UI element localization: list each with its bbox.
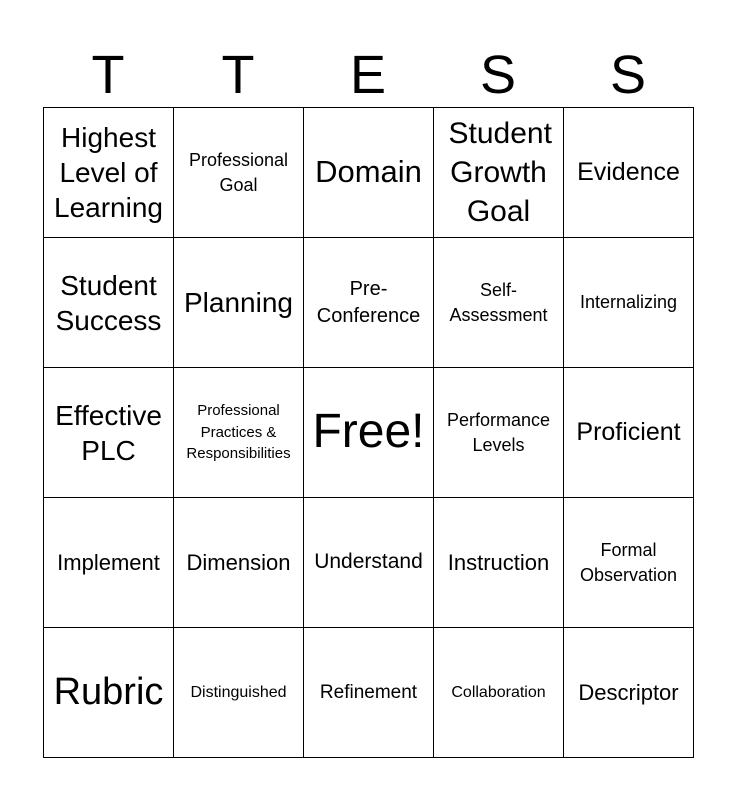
cell-label: Student Growth Goal xyxy=(448,117,552,228)
cell-label: Implement xyxy=(57,549,160,575)
bingo-cell[interactable] xyxy=(304,238,434,368)
bingo-cell[interactable] xyxy=(434,628,564,758)
cell-label: Professional Goal xyxy=(188,150,289,195)
cell-label: Distinguished xyxy=(190,683,287,701)
bingo-cell[interactable] xyxy=(174,368,304,498)
bingo-cell[interactable] xyxy=(44,238,174,368)
bingo-cell[interactable] xyxy=(304,108,434,238)
bingo-header xyxy=(43,42,693,108)
bingo-cell[interactable] xyxy=(44,628,174,758)
header-letter-2: T xyxy=(221,45,255,105)
bingo-cell[interactable] xyxy=(564,108,694,238)
header-letter-3: E xyxy=(349,45,387,105)
bingo-cell[interactable] xyxy=(44,368,174,498)
bingo-cell[interactable] xyxy=(174,238,304,368)
cell-label: Proficient xyxy=(576,418,681,447)
cell-label: Descriptor xyxy=(578,679,679,705)
bingo-cell[interactable] xyxy=(564,498,694,628)
bingo-cell[interactable] xyxy=(174,628,304,758)
cell-label: Highest Level of Learning xyxy=(54,122,163,223)
cell-label: Dimension xyxy=(186,549,291,575)
bingo-cell[interactable] xyxy=(304,498,434,628)
cell-label: Student Success xyxy=(55,269,162,336)
bingo-cell[interactable] xyxy=(434,108,564,238)
cell-label: Understand xyxy=(314,550,423,574)
bingo-cell[interactable] xyxy=(434,238,564,368)
bingo-cell[interactable] xyxy=(434,368,564,498)
cell-label: Professional Practices & Responsibilities xyxy=(186,401,291,463)
bingo-cell[interactable] xyxy=(44,498,174,628)
bingo-cell[interactable] xyxy=(174,498,304,628)
bingo-cell[interactable] xyxy=(564,238,694,368)
cell-label: Planning xyxy=(184,287,293,318)
cell-label: Performance Levels xyxy=(446,410,551,455)
cell-label: Self-Assessment xyxy=(449,280,548,325)
cell-label: Refinement xyxy=(319,681,418,703)
header-letter-1: T xyxy=(91,45,125,105)
cell-label: Instruction xyxy=(447,549,550,575)
cell-label: Domain xyxy=(315,154,422,190)
cell-label: Effective PLC xyxy=(55,399,162,466)
cell-label: Formal Observation xyxy=(579,540,678,585)
bingo-cell[interactable] xyxy=(434,498,564,628)
bingo-cell[interactable] xyxy=(564,368,694,498)
header-letter-4: S xyxy=(479,45,517,105)
header-letter-5: S xyxy=(609,45,647,105)
bingo-grid xyxy=(43,107,694,758)
cell-label: Pre-Conference xyxy=(316,277,421,327)
cell-label: Rubric xyxy=(53,670,164,713)
cell-label: Collaboration xyxy=(451,683,546,701)
cell-label: Internalizing xyxy=(579,292,678,313)
bingo-cell[interactable] xyxy=(564,628,694,758)
bingo-cell[interactable] xyxy=(44,108,174,238)
bingo-cell free-space[interactable] xyxy=(304,368,434,498)
bingo-cell[interactable] xyxy=(304,628,434,758)
cell-label: Evidence xyxy=(577,158,680,187)
free-space-label: Free! xyxy=(312,405,425,459)
bingo-cell[interactable] xyxy=(174,108,304,238)
